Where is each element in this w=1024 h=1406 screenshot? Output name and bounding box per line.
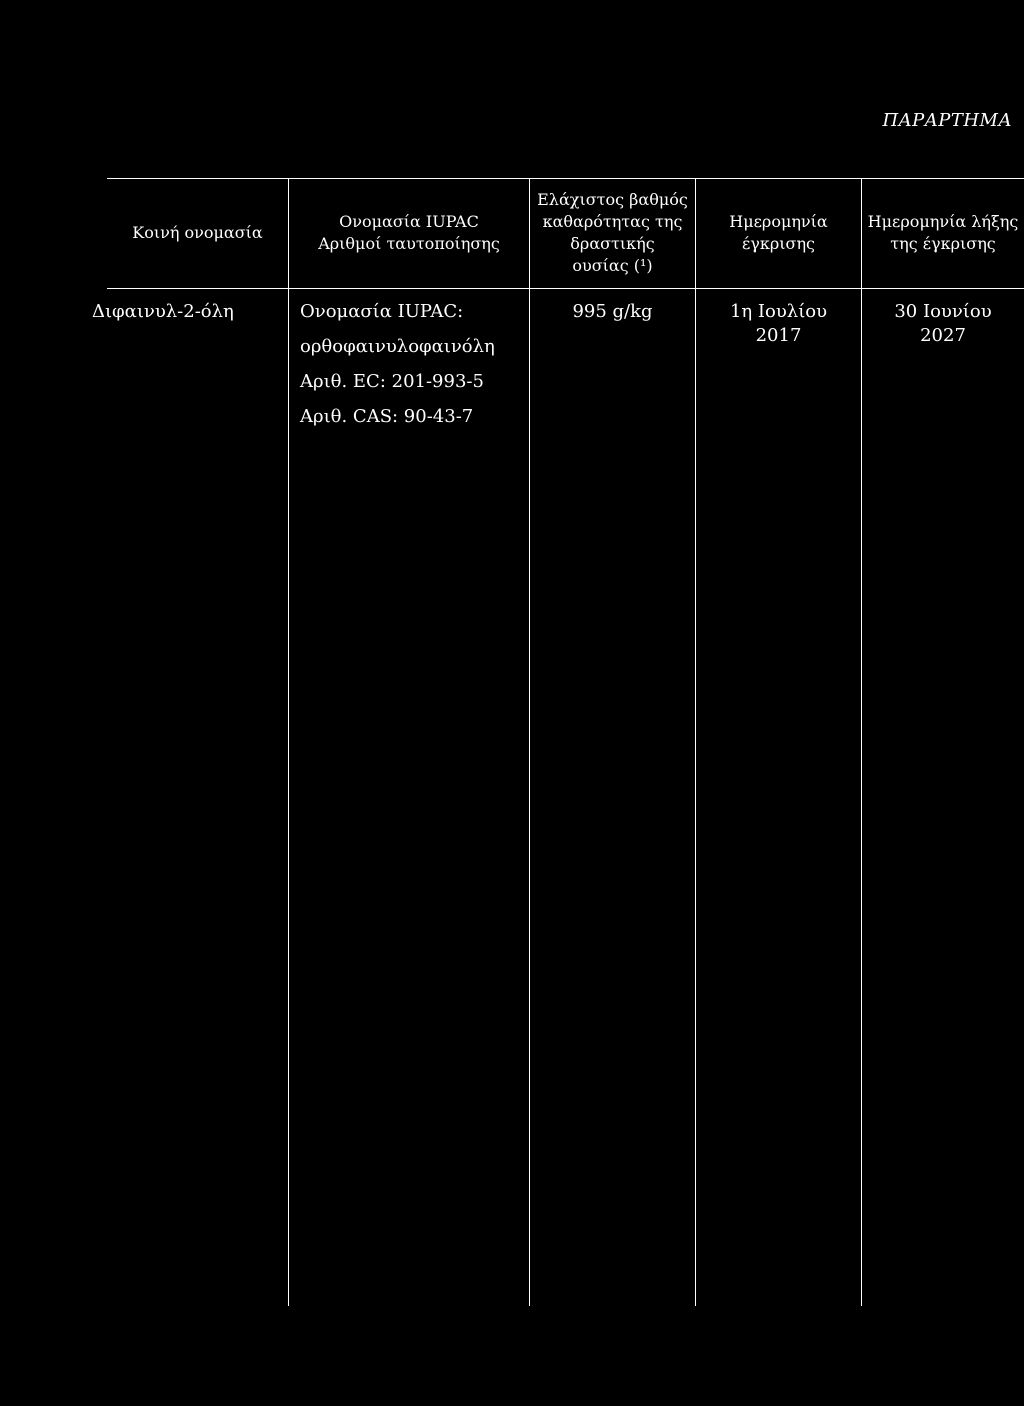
row-purity: 995 g/kg — [572, 301, 653, 322]
column-divider — [529, 178, 530, 1306]
header-purity: Ελάχιστος βαθμός καθαρότητας της δραστικής ουσίας (¹) — [537, 190, 688, 275]
row-expiry-date: 30 Ιουνίου 2027 — [894, 301, 992, 346]
header-expiry-date: Ημερομηνία λήξης της έγκρισης — [867, 212, 1019, 253]
cas-number: Αριθ. CAS: 90-43-7 — [300, 406, 474, 427]
header-iupac: Ονομασία IUPAC Αριθμοί ταυτοποίησης — [318, 212, 500, 253]
row-approval-date: 1η Ιουλίου 2017 — [729, 301, 828, 346]
iupac-label: Ονομασία IUPAC: — [300, 301, 464, 322]
table-header-rule — [107, 288, 1024, 289]
column-divider — [288, 178, 289, 1306]
header-approval-date: Ημερομηνία έγκρισης — [729, 212, 828, 253]
annex-title: ΠΑΡΑΡΤΗΜΑ — [882, 110, 1012, 131]
ec-number: Αριθ. EC: 201-993-5 — [300, 371, 484, 392]
row-iupac — [300, 300, 525, 440]
iupac-name: ορθοφαινυλοφαινόλη — [300, 336, 495, 357]
header-common-name: Κοινή ονομασία — [132, 223, 263, 242]
row-common-name: Διφαινυλ-2-όλη — [92, 301, 234, 322]
